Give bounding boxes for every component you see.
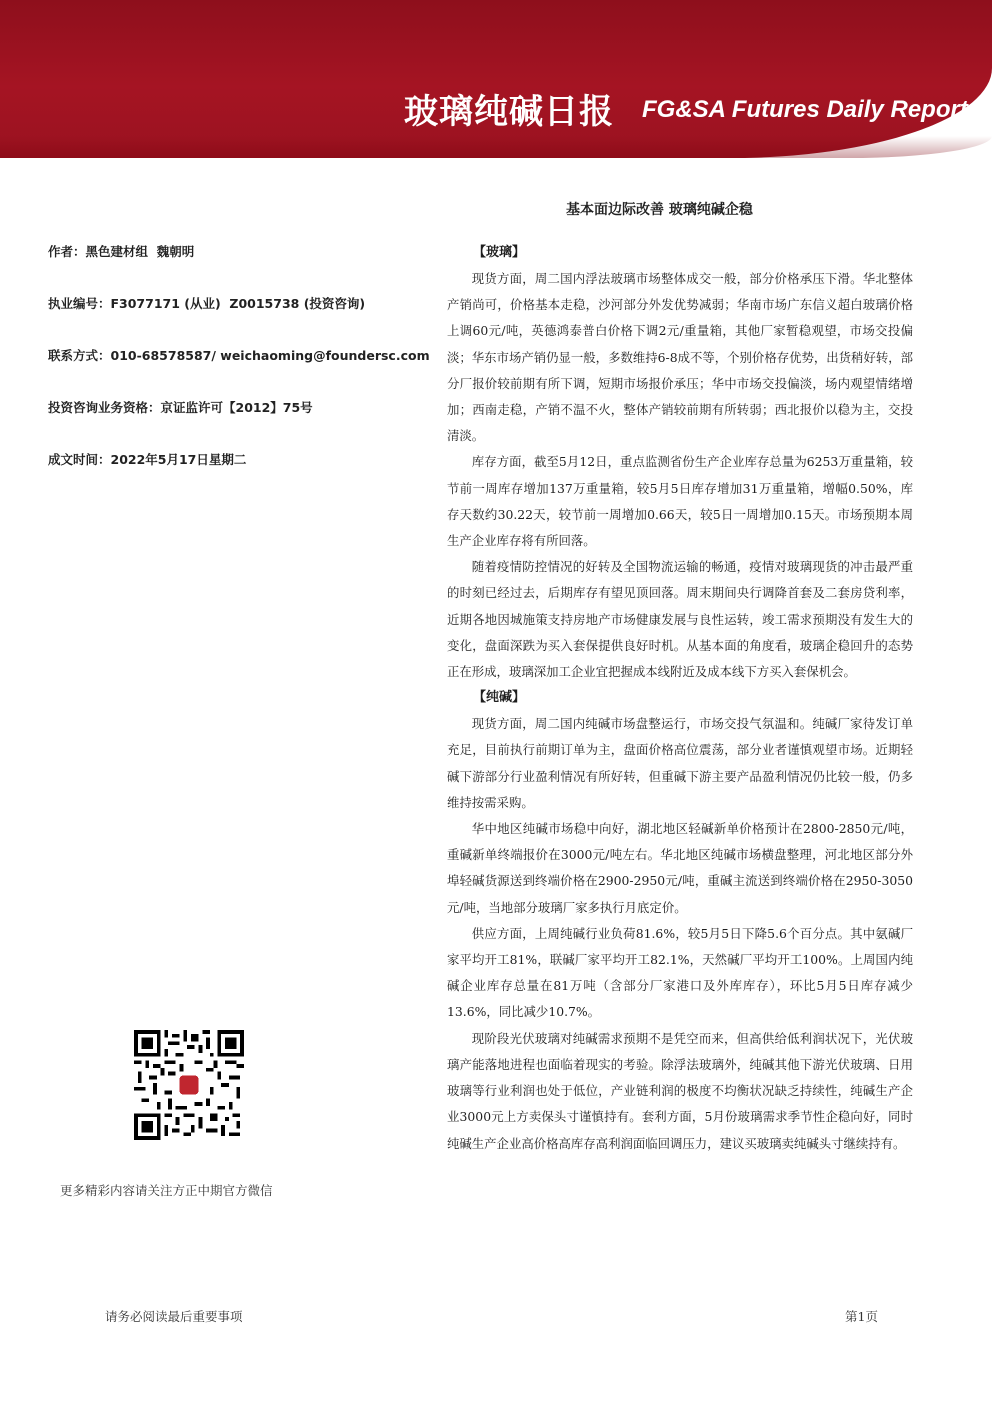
author-info bbox=[48, 243, 428, 503]
date-line: 成文时间：2022年5月17日星期二 bbox=[48, 452, 247, 467]
page-number: 第1页 bbox=[845, 1309, 878, 1324]
glass-section-heading: 【玻璃】 bbox=[473, 245, 526, 260]
soda-section-heading: 【纯碱】 bbox=[473, 690, 526, 706]
glass-paragraph: 现货方面，周二国内浮法玻璃市场整体成交一般，部分价格承压下滑。华北整体产销尚可，价格基本走稳，沙河部分外发优势减弱；华南市场广东信义超白玻璃价格上调60元/吨，英德鸿泰普白价格下调2元/重量箱，其他厂家暂稳观望，市场交投偏淡；华东市场产销仍显一般，多数维持6-8成不等，个别价格存优势，出货稍好转，部分厂报价较前期有所下调，短期市场报价承压；华中市场交投偏淡，场内观望情绪增加；西南走稳，产销不温不火，整体产销较前期有所转弱；西北报价以稳为主，交投清淡。 bbox=[447, 271, 914, 444]
header-title-cn: 玻璃纯碱日报 bbox=[404, 92, 614, 132]
author-line: 作者：黑色建材组 魏朝明 bbox=[48, 244, 195, 259]
glass-paragraph: 随着疫情防控情况的好转及全国物流运输的畅通，疫情对玻璃现货的冲击最严重的时刻已经过去，后期库存有望见顶回落。周末期间央行调降首套及二套房贷利率，近期各地因城施策支持房地产市场健康发展与良性运转，竣工需求预期没有发生大的变化，盘面深跌为买入套保提供良好时机。从基本面的角度看，玻璃企稳回升的态势正在形成，玻璃深加工企业宜把握成本线附近及成本线下方买入套保机会。 bbox=[447, 559, 913, 680]
soda-paragraph: 现阶段光伏玻璃对纯碱需求预期不是凭空而来，但高供给低利润状况下，光伏玻璃产能落地进程也面临着现实的考验。除浮法玻璃外，纯碱其他下游光伏玻璃、日用玻璃等行业利润也处于低位，产业链利润的极度不均衡状况缺乏持续性，纯碱生产企业3000元上方卖保头寸谨慎持有。套利方面，5月份玻璃需求季节性企稳向好，同时纯碱生产企业高价格高库存高利润面临回调压力，建议买玻璃卖纯碱头寸继续持有。 bbox=[447, 1030, 913, 1151]
report-body bbox=[447, 240, 913, 1157]
license-line: 执业编号：F3077171 (从业) Z0015738 (投资咨询) bbox=[48, 296, 366, 311]
glass-paragraph: 库存方面，截至5月12日，重点监测省份生产企业库存总量为6253万重量箱，较节前一周库存增加137万重量箱，较5月5日库存增加31万重量箱，增幅0.50%，库存天数约30.22天，较节前一周增加0.66天，较5日一周增加0.15天。市场预期本周生产企业库存将有所回落。 bbox=[447, 454, 913, 549]
soda-paragraph: 供应方面，上周纯碱行业负荷81.6%，较5月5日下降5.6个百分点。其中氨碱厂家平均开工81%，联碱厂家平均开工82.1%，天然碱厂平均开工100%。上周国内纯碱企业库存总量在81万吨（含部分厂家港口及外库库存），环比5月5日库存减少13.6%，同比减少10.7%。 bbox=[447, 925, 913, 1020]
soda-paragraph: 华中地区纯碱市场稳中向好，湖北地区轻碱新单价格预计在2800-2850元/吨，重碱新单终端报价在3000元/吨左右。华北地区纯碱市场横盘整理，河北地区部分外埠轻碱货源送到终端价格在2900-2950元/吨，重碱主流送到终端价格在2950-3050元/吨，当地部分玻璃厂家多执行月底定价。 bbox=[447, 821, 913, 915]
qualification-line: 投资咨询业务资格：京证监许可【2012】75号 bbox=[48, 400, 313, 415]
soda-paragraph: 现货方面，周二国内纯碱市场盘整运行，市场交投气氛温和。纯碱厂家待发订单充足，目前执行前期订单为主，盘面价格高位震荡，部分业者谨慎观望市场。近期轻碱下游部分行业盈利情况有所好转，但重碱下游主要产品盈利情况仍比较一般，仍多维持按需采购。 bbox=[447, 716, 913, 810]
report-title: 基本面边际改善 玻璃纯碱企稳 bbox=[566, 202, 753, 218]
qr-caption: 更多精彩内容请关注方正中期官方微信 bbox=[60, 1183, 273, 1198]
footer-notice: 请务必阅读最后重要事项 bbox=[105, 1309, 243, 1324]
header-banner bbox=[0, 0, 992, 158]
header-title-en: FG&SA Futures Daily Report bbox=[642, 96, 968, 123]
contact-line: 联系方式：010-68578587/ weichaoming@foundersc.com bbox=[48, 348, 430, 363]
wechat-qr-code bbox=[134, 1030, 244, 1140]
